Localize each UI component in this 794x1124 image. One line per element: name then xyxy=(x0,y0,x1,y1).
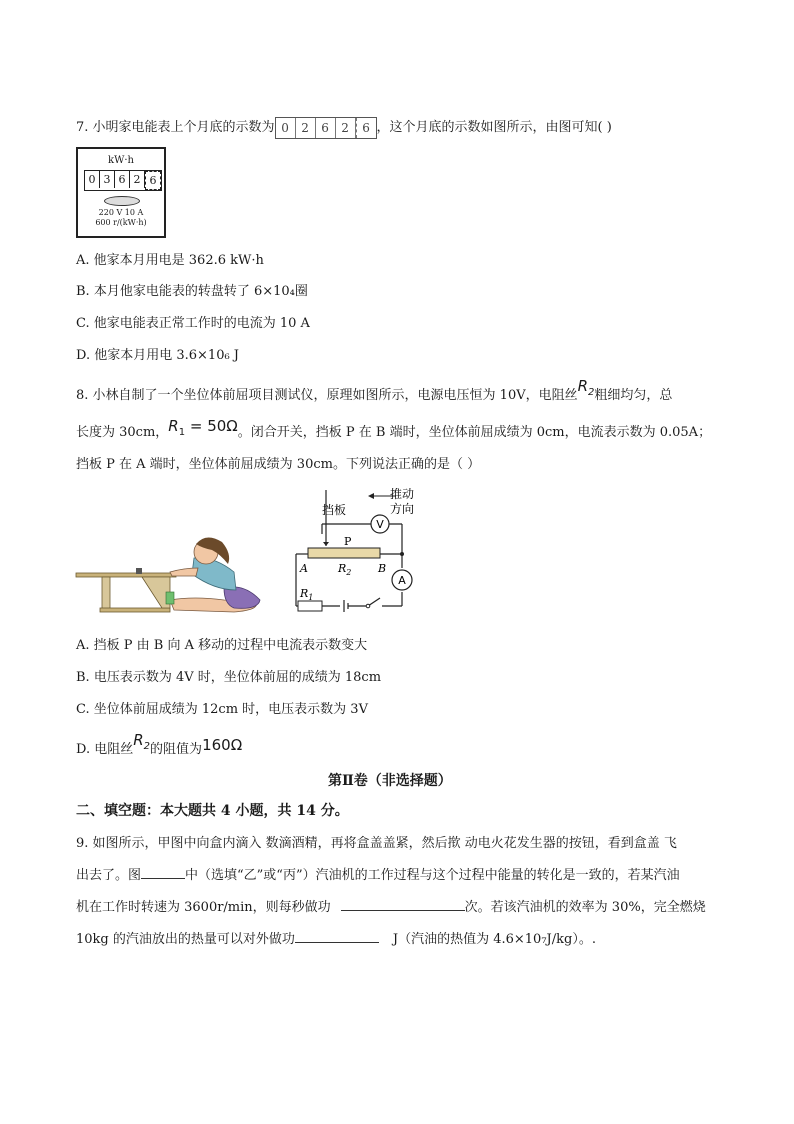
meter-digit: 6 xyxy=(115,171,130,188)
r1-equation: $R_1 = 50\Omega$ xyxy=(168,417,238,438)
q7-option-d: D. 他家本月用电 3.6×10₆ J xyxy=(76,348,240,363)
voltmeter-label: V xyxy=(376,518,384,531)
q8-option-a: A. 挡板 P 由 B 向 A 移动的过程中电流表示数变大 xyxy=(76,638,368,653)
q9-blank-1[interactable] xyxy=(141,878,185,879)
section-title: 第Ⅱ卷（非选择题） xyxy=(328,773,452,789)
meter-digits xyxy=(84,170,162,191)
r2-figure-label: $R_2$ xyxy=(338,562,352,577)
q7-suffix: ，这个月底的示数如图所示，由图可知( ) xyxy=(376,120,612,135)
q7-option-b: B. 本月他家电能表的转盘转了 6×10₄圈 xyxy=(76,284,308,299)
meter-spec-rating: 220 V 10 A xyxy=(98,208,144,217)
q9-line2: 出去了。图 中（选填“乙”或“丙”）汽油机的工作过程与这个过程中能量的转化是一致的，若某汽油 xyxy=(76,868,680,883)
q9-line4: 10kg 的汽油放出的热量可以对外做功 J（汽油的热值为 4.6×10₇J/kg）。. xyxy=(76,932,596,947)
q9-blank-3[interactable] xyxy=(295,942,379,943)
q8-option-d: D. 电阻丝$R_2$的阻值为160Ω xyxy=(76,731,243,757)
meter-digit: 2 xyxy=(130,171,145,188)
q8-line1 xyxy=(76,377,673,406)
prev-digit: 6 xyxy=(316,118,336,138)
energy-meter-figure xyxy=(76,147,166,238)
push-label-1: 推动 xyxy=(390,488,415,501)
prev-reading-box xyxy=(275,117,377,139)
prev-digit: 6 xyxy=(356,118,376,138)
q8-option-c: C. 坐位体前屈成绩为 12cm 时，电压表示数为 3V xyxy=(76,702,368,717)
q9-blank-2[interactable] xyxy=(341,910,465,911)
q8-line2 xyxy=(76,417,712,443)
meter-digit: 6 xyxy=(145,171,161,190)
q7-prefix: 7. 小明家电能表上个月底的示数为 xyxy=(76,120,275,135)
meter-spec-constant: 600 r/(kW·h) xyxy=(95,218,147,227)
r2-symbol-d: $R_2$ xyxy=(133,731,151,752)
meter-unit: kW·h xyxy=(108,155,134,166)
push-label-2: 方向 xyxy=(390,502,415,516)
ammeter-label: A xyxy=(398,574,406,587)
q8-text-1a: 8. 小林自制了一个坐位体前屈项目测试仪，原理如图所示，电源电压恒为 10V，电阻丝 xyxy=(76,388,578,403)
prev-digit: 0 xyxy=(276,118,296,138)
q8-line3: 挡板 P 在 A 端时，坐位体前屈成绩为 30cm。下列说法正确的是（ ） xyxy=(76,457,481,472)
q8-text-1b: 粗细均匀，总 xyxy=(594,388,673,403)
point-A-label: A xyxy=(300,562,308,575)
point-B-label: B xyxy=(378,562,387,575)
r2-symbol: $R_2$ xyxy=(577,377,595,398)
meter-disk xyxy=(104,196,140,206)
q9-line3: 机在工作时转速为 3600r/min，则每秒做功 次。若该汽油机的效率为 30%，完全燃烧 xyxy=(76,900,706,915)
prev-digit: 2 xyxy=(336,118,356,138)
baffle-label: 挡板 xyxy=(322,503,347,517)
section-heading: 二、填空题：本大题共 4 小题，共 14 分。 xyxy=(76,803,349,819)
q7-stem xyxy=(76,116,612,139)
r1-figure-label: $R_1$ xyxy=(300,587,314,602)
r2-value: 160Ω xyxy=(202,736,243,754)
q7-option-c: C. 他家电能表正常工作时的电流为 10 A xyxy=(76,316,310,331)
q8-option-b: B. 电压表示数为 4V 时，坐位体前屈的成绩为 18cm xyxy=(76,670,382,685)
circuit-diagram xyxy=(286,488,416,614)
point-P-label: P xyxy=(344,535,352,548)
q9-line1: 9. 如图所示，甲图中向盒内滴入 数滴酒精，再将盒盖盖紧，然后揿 动电火花发生器的按钮，看到盒盖 飞 xyxy=(76,836,677,851)
q7-option-a: A. 他家本月用电是 362.6 kW·h xyxy=(76,253,264,268)
meter-digit: 0 xyxy=(85,171,100,188)
q8-text-2a: 长度为 30cm， xyxy=(76,425,169,440)
q8-text-2b: 。闭合开关，挡板 P 在 B 端时，坐位体前屈成绩为 0cm，电流表示数为 0.05A； xyxy=(237,425,712,440)
meter-digit: 3 xyxy=(100,171,115,188)
sit-reach-illustration xyxy=(74,528,264,614)
prev-digit: 2 xyxy=(296,118,316,138)
